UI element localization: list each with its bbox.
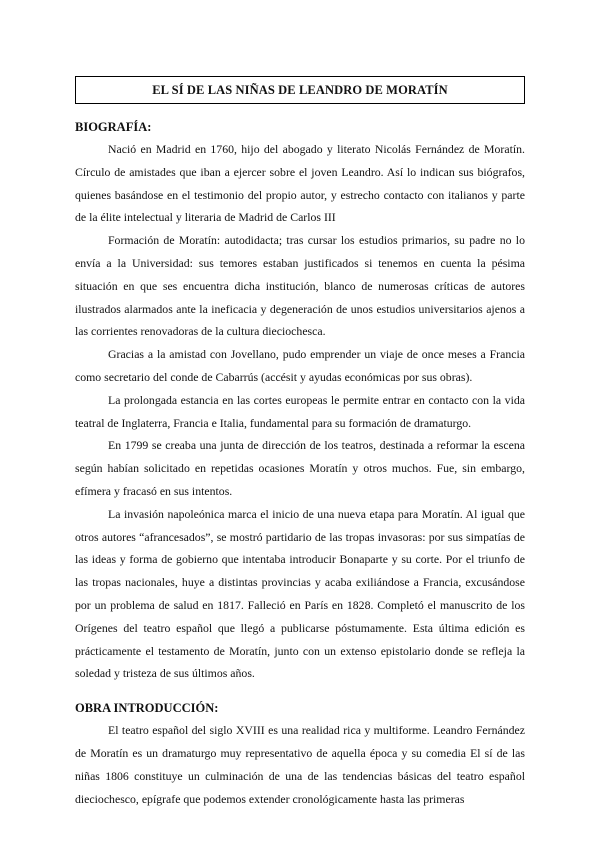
paragraph-bio-5: En 1799 se creaba una junta de dirección de los teatros, destinada a reformar la escena según habían solicitado en repetidas ocasiones Moratín y otros muchos. Fue, sin embargo, efímera y fracasó en sus intentos. [75,438,525,498]
document-page [75,76,525,810]
paragraph-bio-3: Gracias a la amistad con Jovellano, pudo emprender un viaje de once meses a Francia como secretario del conde de Cabarrús (accésit y ayudas económicas por sus obras). [75,347,525,384]
document-title: EL SÍ DE LAS NIÑAS DE LEANDRO DE MORATÍN [75,76,525,104]
paragraph-obra-1: El teatro español del siglo XVIII es una realidad rica y multiforme. Leandro Fernández de Moratín es un dramaturgo muy representativo de aquella época y su comedia El sí de las niñas 1806 constituye un culminación de una de las tendencias básicas del teatro español dieciochesco, epígrafe que podemos extender cronológicamente hasta las primeras [75,723,525,806]
paragraph-bio-2: Formación de Moratín: autodidacta; tras cursar los estudios primarios, su padre no lo envía a la Universidad: sus temores estaban justificados si tenemos en cuenta la pésima situación en que ses encuentra dicha institución, blanco de numerosas críticas de autores ilustrados alarmados ante la ineficacia y degeneración de unos estudios universitarios ajenos a las corrientes renovadoras de la cultura dieciochesca. [75,233,525,339]
section-heading-biografia: BIOGRAFÍA: [75,120,152,134]
section-body-biografia [75,138,525,685]
section-heading-obra: OBRA INTRODUCCIÓN: [75,701,219,716]
paragraph-bio-4: La prolongada estancia en las cortes europeas le permite entrar en contacto con la vida teatral de Inglaterra, Francia e Italia, fundamental para su formación de dramaturgo. [75,392,525,430]
paragraph-bio-1: Nació en Madrid en 1760, hijo del abogado y literato Nicolás Fernández de Moratín. Círculo de amistades que iban a ejercer sobre el joven Leandro. Así lo indican sus biógrafos, quienes basándose en el testimonio del propio autor, y estrecho contacto con italianos y parte de la élite intelectual y literaria de Madrid de Carlos III [75,142,525,225]
paragraph-bio-6: La invasión napoleónica marca el inicio de una nueva etapa para Moratín. Al igual que otros autores “afrancesados”, se mostró partidario de las tropas invasoras: por sus simpatías de las ideas y forma de gobierno que intentaba introducir Bonaparte y su corte. Por el triunfo de las tropas nacionales, huye a distintas provincias y acaba exiliándose a Francia, excusándose por un problema de salud en 1817. Falleció en París en 1828. Completó el manuscrito de los Orígenes del teatro español que llegó a publicarse póstumamente. Esta última edición es prácticamente el testamento de Moratín, junto con un extenso epistolario donde se refleja la soledad y tristeza de sus últimos años. [75,506,525,681]
section-body-obra [75,719,525,810]
